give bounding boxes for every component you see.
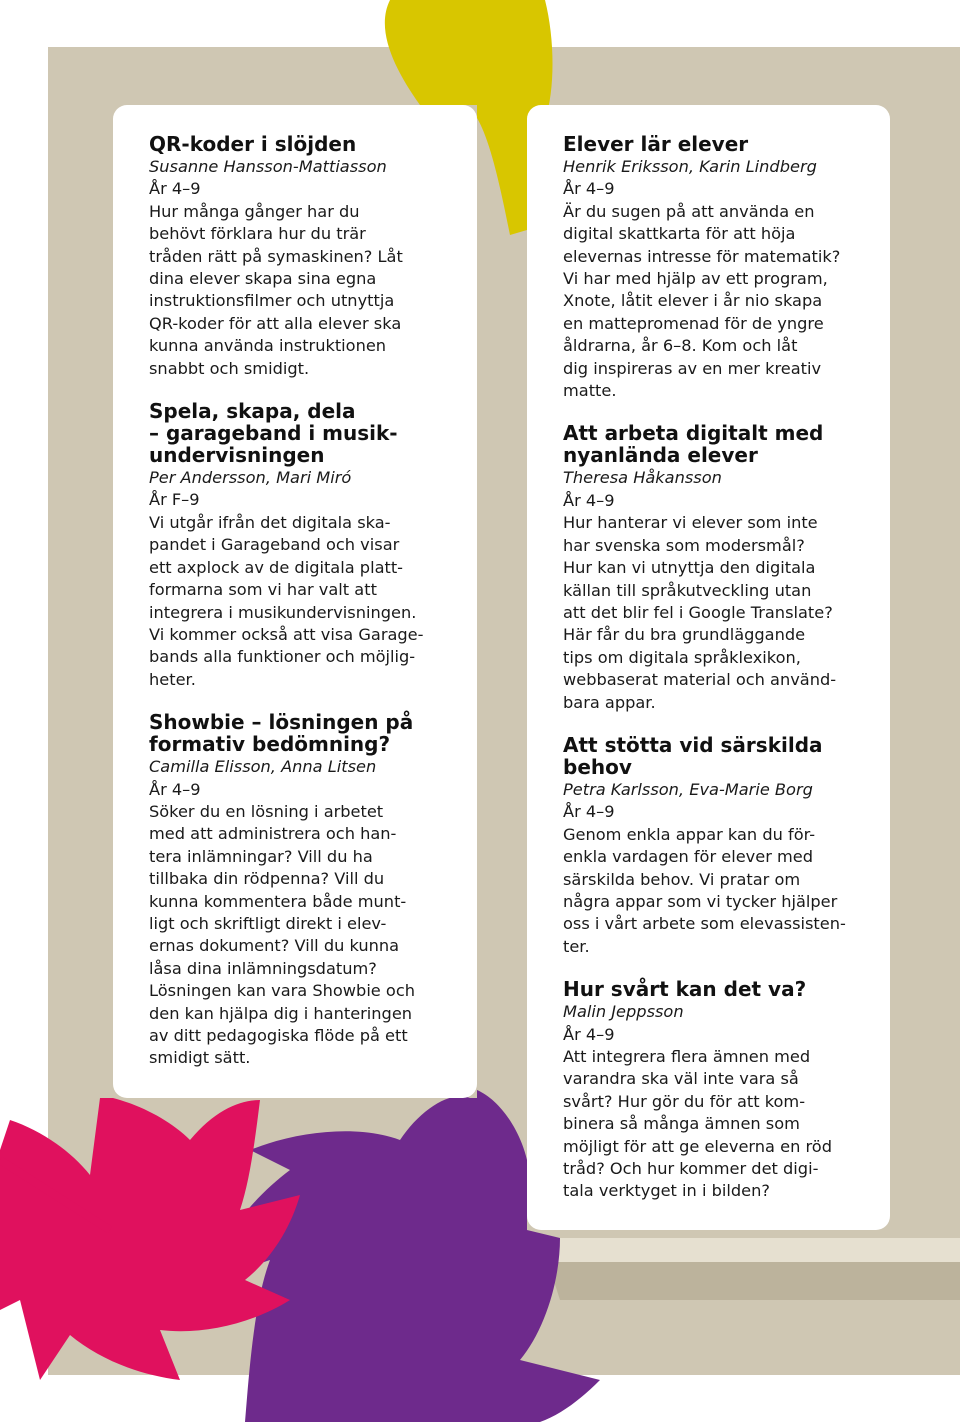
right-card xyxy=(527,105,890,1230)
frame-band-light xyxy=(548,1238,960,1262)
article-authors: Petra Karlsson, Eva-Marie Borg xyxy=(563,779,813,799)
article-grade: År 4–9 xyxy=(149,779,201,799)
article-authors: Henrik Eriksson, Karin Lindberg xyxy=(563,157,817,176)
article-body: Genom enkla appar kan du för- enkla vardagen för elever med särskilda behov. Vi pratar om några appar som vi tycker hjälper oss i vårt arbete som elevassisten- ter. xyxy=(563,824,846,956)
article-authors: Malin Jeppsson xyxy=(563,1002,684,1022)
article-title: Spela, skapa, dela – garageband i musik- undervisningen xyxy=(149,399,398,468)
article-grade: År 4–9 xyxy=(563,802,615,822)
article-title: Elever lär elever xyxy=(563,132,749,156)
article-grade: År F–9 xyxy=(149,490,200,510)
article-authors: Theresa Håkansson xyxy=(563,468,722,488)
article-body: Att integrera flera ämnen med varandra ska väl inte vara så svårt? Hur gör du för att kom- binera så många ämnen som möjligt för att ge eleverna en röd tråd? Och hur kommer det digi- tala verktyget in i bilden? xyxy=(563,1047,832,1201)
article-title: Att arbeta digitalt med nyanlända elever xyxy=(563,421,824,468)
article-grade: År 4–9 xyxy=(563,490,615,510)
article-title: Hur svårt kan det va? xyxy=(563,977,807,1002)
article-body: Vi utgår ifrån det digitala ska- pandet i Garageband och visar ett axplock av de digitala platt- formarna som vi har valt att integrera i musikundervisningen. Vi kommer också att visa Garage- bands alla funktioner och möjlig- heter. xyxy=(149,512,424,689)
article-qr-koder xyxy=(149,133,457,380)
article-authors: Camilla Elisson, Anna Litsen xyxy=(149,757,377,777)
article-authors: Susanne Hansson-Mattiasson xyxy=(149,157,387,176)
article-authors: Per Andersson, Mari Miró xyxy=(149,468,352,488)
article-body: Hur hanterar vi elever som inte har svenska som modersmål? Hur kan vi utnyttja den digitala källan till språkutveckling utan att det blir fel i Google Translate? Här får du bra grundläggande tips om digitala språklexikon, webbaserat material och använd- bara appar. xyxy=(563,513,837,712)
article-nyanlanda xyxy=(563,422,870,713)
article-grade: År 4–9 xyxy=(149,179,201,199)
article-grade: År 4–9 xyxy=(563,179,615,199)
article-title: Att stötta vid särskilda behov xyxy=(563,732,823,779)
article-elever-lar-elever xyxy=(563,133,870,402)
article-title: QR-koder i slöjden xyxy=(149,132,357,156)
article-sarskilda-behov xyxy=(563,734,870,958)
article-hur-svart xyxy=(563,978,870,1203)
article-grade: År 4–9 xyxy=(563,1024,615,1044)
article-body: Söker du en lösning i arbetet med att administrera och han- tera inlämningar? Vill du ha tillbaka din rödpenna? Vill du kunna kommentera både munt- ligt och skriftligt direkt i elev- ernas dokument? Vill du kunna låsa dina inlämningsdatum? Lösningen kan vara Showbie och den kan hjälpa dig i hanteringen av ditt pedagogiska flöde på ett smidigt sätt. xyxy=(149,801,415,1068)
left-card xyxy=(113,105,477,1098)
article-garageband xyxy=(149,400,457,691)
frame-band-dark xyxy=(548,1262,960,1300)
article-body: Är du sugen på att använda en digital skattkarta för att höja elevernas intresse för matematik? Vi har med hjälp av ett program, Xnote, låtit elever i år nio skapa en mattepromenad för de yngre åldrarna, år 6–8. Kom och låt dig inspireras av en mer kreativ matte. xyxy=(563,201,841,401)
article-body: Hur många gånger har du behövt förklara hur du trär tråden rätt på symaskinen? Låt dina elever skapa sina egna instruktionsfilmer och utnyttja QR-koder för att alla elever ska kunna använda instruktionen snabbt och smidigt. xyxy=(149,201,403,378)
article-showbie xyxy=(149,711,457,1070)
article-title: Showbie – lösningen på formativ bedömning? xyxy=(149,710,414,757)
